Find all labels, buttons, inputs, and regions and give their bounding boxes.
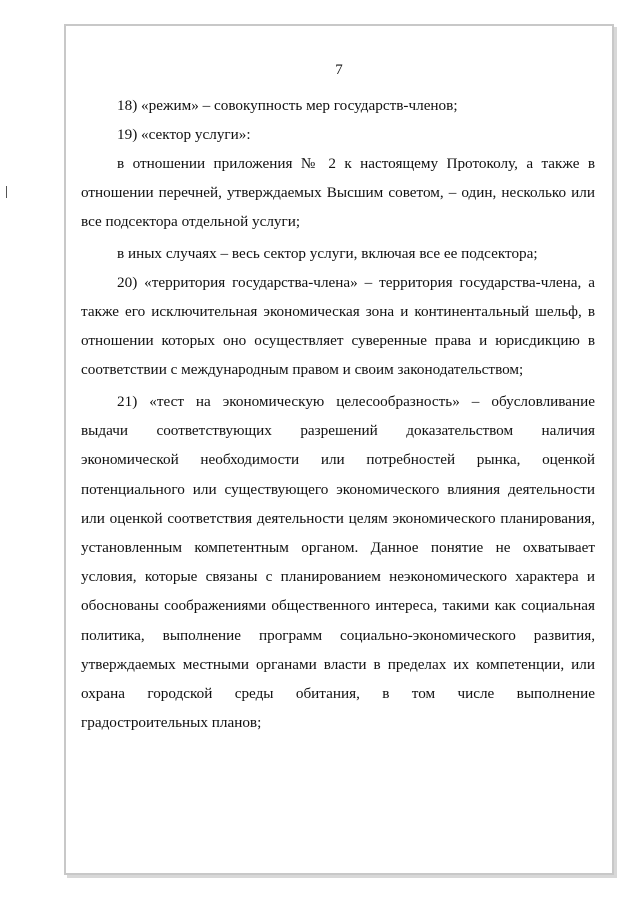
paragraph-19: 19) «сектор услуги»: bbox=[117, 126, 251, 143]
scan-margin-mark bbox=[6, 186, 7, 198]
page-number: 7 bbox=[335, 62, 343, 78]
paragraph-20: 20) «территория государства-члена» – территория государства-члена, а также его исключительная экономическая зона и континентальный шельф, в отношении которых оно осуществляет суверенные права и юрисдикцию в соответствии с международным правом и своим законодательством; bbox=[81, 274, 595, 378]
paragraph-19-part-2: в иных случаях – весь сектор услуги, включая все ее подсектора; bbox=[117, 245, 538, 262]
paragraph-19-part-1: в отношении приложения № 2 к настоящему Протоколу, а также в отношении перечней, утверждаемых Высшим советом, – один, несколько или все подсектора отдельной услуги; bbox=[81, 155, 595, 230]
paragraph-18: 18) «режим» – совокупность мер государств-членов; bbox=[117, 97, 458, 114]
paragraph-21: 21) «тест на экономическую целесообразность» – обусловливание выдачи соответствующих разрешений доказательством наличия экономической необходимости или потребностей рынка, оценкой потенциального или существующего экономического влияния деятельности или оценкой соответствия деятельности целям экономического планирования, установленным компетентным органом. Данное понятие не охватывает условия, которые связаны с планированием неэкономического характера и обоснованы соображениями общественного интереса, такими как социальная политика, выполнение программ социально-экономического развития, утверждаемых местными органами власти в пределах их компетенции, или охрана городской среды обитания, в том числе выполнение градостроительных планов; bbox=[81, 393, 595, 732]
document-page bbox=[64, 24, 614, 875]
document-body bbox=[81, 91, 595, 737]
